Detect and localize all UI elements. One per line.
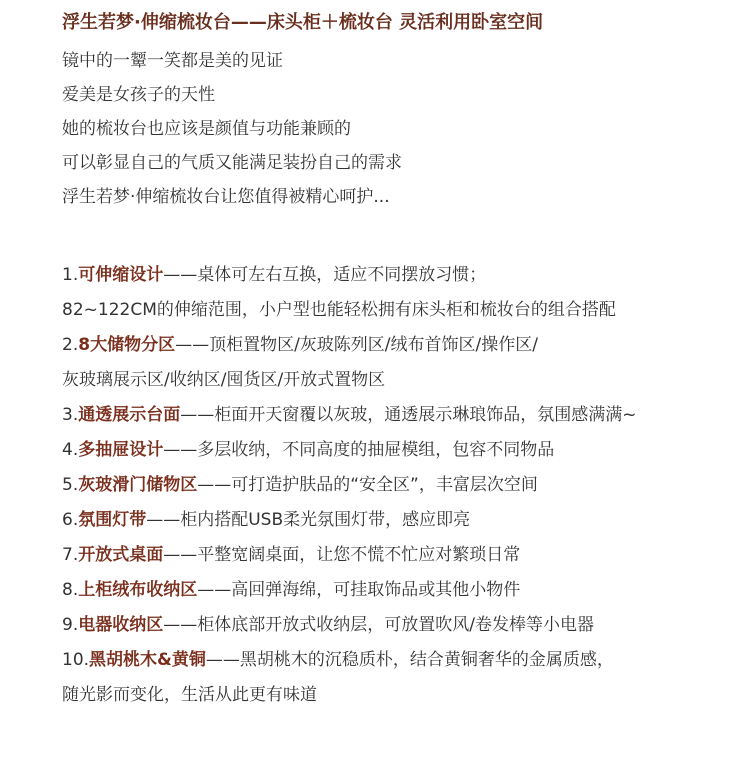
intro-line: 可以彰显自己的气质又能满足装扮自己的需求 xyxy=(62,153,402,173)
feature-name: 黑胡桃木&黄铜 xyxy=(89,650,206,670)
feature-desc: ——柜内搭配USB柔光氛围灯带，感应即亮 xyxy=(146,510,471,530)
feature-name: 8大储物分区 xyxy=(78,335,176,355)
page-title: 浮生若梦·伸缩梳妆台——床头柜＋梳妆台 灵活利用卧室空间 xyxy=(62,12,544,33)
feature-number: 7. xyxy=(62,545,79,565)
feature-item xyxy=(62,643,750,713)
feature-name: 多抽屉设计 xyxy=(78,440,164,460)
feature-item xyxy=(62,398,750,433)
feature-desc: ——柜面开天窗覆以灰玻，通透展示琳琅饰品，氛围感满满~ xyxy=(180,405,637,425)
intro-line: 她的梳妆台也应该是颜值与功能兼顾的 xyxy=(62,119,351,139)
feature-number: 5. xyxy=(62,475,79,495)
feature-name: 可伸缩设计 xyxy=(78,265,164,285)
feature-name: 氛围灯带 xyxy=(78,510,147,530)
feature-number: 1. xyxy=(62,265,79,285)
feature-item xyxy=(62,503,750,538)
feature-desc: ——平整宽阔桌面，让您不慌不忙应对繁琐日常 xyxy=(163,545,521,565)
feature-list xyxy=(62,258,750,713)
feature-item xyxy=(62,328,750,398)
intro-line: 浮生若梦·伸缩梳妆台让您值得被精心呵护... xyxy=(62,187,390,207)
feature-item xyxy=(62,608,750,643)
feature-desc-continued: 随光影而变化，生活从此更有味道 xyxy=(62,685,317,705)
feature-desc: ——可打造护肤品的“安全区”，丰富层次空间 xyxy=(197,475,538,495)
feature-number: 9. xyxy=(62,615,79,635)
feature-number: 3. xyxy=(62,405,79,425)
feature-name: 开放式桌面 xyxy=(78,545,164,565)
feature-desc: ——高回弹海绵，可挂取饰品或其他小物件 xyxy=(197,580,521,600)
feature-item xyxy=(62,258,750,328)
feature-desc: ——柜体底部开放式收纳层，可放置吹风/卷发棒等小电器 xyxy=(163,615,594,635)
feature-name: 通透展示台面 xyxy=(78,405,181,425)
feature-number: 6. xyxy=(62,510,79,530)
feature-number: 8. xyxy=(62,580,79,600)
feature-number: 2. xyxy=(62,335,79,355)
feature-desc: ——黑胡桃木的沉稳质朴，结合黄铜奢华的金属质感， xyxy=(205,650,614,670)
feature-desc-continued: 灰玻璃展示区/收纳区/囤货区/开放式置物区 xyxy=(62,370,386,390)
intro-line: 镜中的一颦一笑都是美的见证 xyxy=(62,51,283,71)
intro-list xyxy=(62,44,402,214)
feature-item xyxy=(62,573,750,608)
feature-number: 10. xyxy=(62,650,90,670)
feature-desc-continued: 82~122CM的伸缩范围，小户型也能轻松拥有床头柜和梳妆台的组合搭配 xyxy=(62,300,616,320)
feature-number: 4. xyxy=(62,440,79,460)
feature-name: 灰玻滑门储物区 xyxy=(78,475,198,495)
feature-item xyxy=(62,468,750,503)
feature-desc: ——多层收纳，不同高度的抽屉模组，包容不同物品 xyxy=(163,440,555,460)
feature-name: 上柜绒布收纳区 xyxy=(78,580,198,600)
feature-item xyxy=(62,433,750,468)
feature-item xyxy=(62,538,750,573)
intro-line: 爱美是女孩子的天性 xyxy=(62,85,215,105)
feature-desc: ——顶柜置物区/灰玻陈列区/绒布首饰区/操作区/ xyxy=(175,335,538,355)
feature-desc: ——桌体可左右互换，适应不同摆放习惯； xyxy=(163,265,487,285)
feature-name: 电器收纳区 xyxy=(78,615,164,635)
